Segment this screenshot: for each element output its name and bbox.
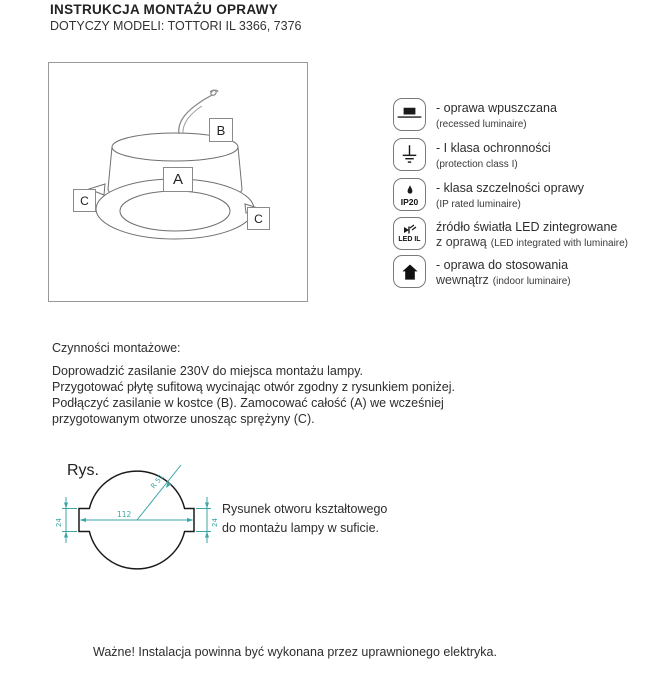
recessed-luminaire-icon	[393, 98, 426, 131]
feature-sublabel: (protection class I)	[436, 159, 518, 170]
callout-a: A	[163, 167, 193, 192]
feature-label: - I klasa ochronności	[436, 141, 551, 155]
page-subtitle: DOTYCZY MODELI: TOTTORI IL 3366, 7376	[50, 19, 302, 33]
right-notch-dimension	[196, 497, 211, 543]
wire-connector	[210, 90, 218, 95]
assembly-instructions	[52, 363, 455, 427]
warning-text: Ważne! Instalacja powinna być wykonana przez uprawnionego elektryka.	[93, 645, 497, 659]
left-notch-label: 24	[55, 518, 63, 527]
feature-sublabel: (recessed luminaire)	[436, 119, 527, 130]
feature-label: - oprawa do stosowania	[436, 258, 569, 272]
feature-label: - klasa szczelności oprawy	[436, 181, 584, 195]
assembly-line: Przygotować płytę sufitową wycinając otwór zgodny z rysunkiem poniżej.	[52, 380, 455, 394]
earth-ground-icon	[393, 138, 426, 171]
trim-ring-inner	[120, 191, 230, 231]
luminaire-diagram	[48, 62, 308, 302]
feature-ip-rating	[393, 178, 584, 212]
page-title: INSTRUKCJA MONTAŻU OPRAWY	[50, 2, 278, 17]
assembly-line: Doprowadzić zasilanie 230V do miejsca montażu lampy.	[52, 364, 364, 378]
callout-c-left: C	[73, 189, 96, 212]
left-notch-dimension	[62, 497, 77, 543]
assembly-heading: Czynności montażowe:	[52, 341, 181, 355]
figure-label: Rys.	[67, 462, 99, 479]
assembly-line: Podłączyć zasilanie w kostce (B). Zamocować całość (A) we wcześniej	[52, 396, 444, 410]
feature-sublabel: wewnątrz (indoor luminaire)	[436, 273, 571, 287]
feature-label: - oprawa wpuszczana	[436, 101, 557, 115]
feature-protection-class	[393, 138, 551, 172]
led-il-label: LED IL	[398, 235, 421, 243]
feature-sublabel: (IP rated luminaire)	[436, 199, 521, 210]
feature-sublabel: z oprawą (LED integrated with luminaire)	[436, 235, 629, 249]
assembly-line: przygotowanym otworze unosząc sprężyny (C).	[52, 412, 315, 426]
callout-c-right: C	[247, 207, 270, 230]
feature-indoor-use	[393, 255, 571, 289]
right-notch-label: 24	[211, 518, 219, 527]
led-icon	[393, 217, 426, 250]
radius-dimension-label: R 51	[149, 472, 166, 491]
water-drop-icon	[393, 178, 426, 211]
house-icon	[393, 255, 426, 288]
hole-drawing-caption: Rysunek otworu kształtowego do montażu lampy w suficie.	[222, 502, 388, 535]
ip20-label: IP20	[400, 196, 419, 207]
feature-recessed	[393, 98, 557, 132]
feature-label: źródło światła LED zintegrowane	[436, 220, 618, 234]
feature-led-source	[393, 217, 628, 251]
width-dimension-label: 112	[117, 510, 132, 519]
callout-b: B	[209, 118, 233, 142]
hole-drawing	[55, 440, 240, 605]
